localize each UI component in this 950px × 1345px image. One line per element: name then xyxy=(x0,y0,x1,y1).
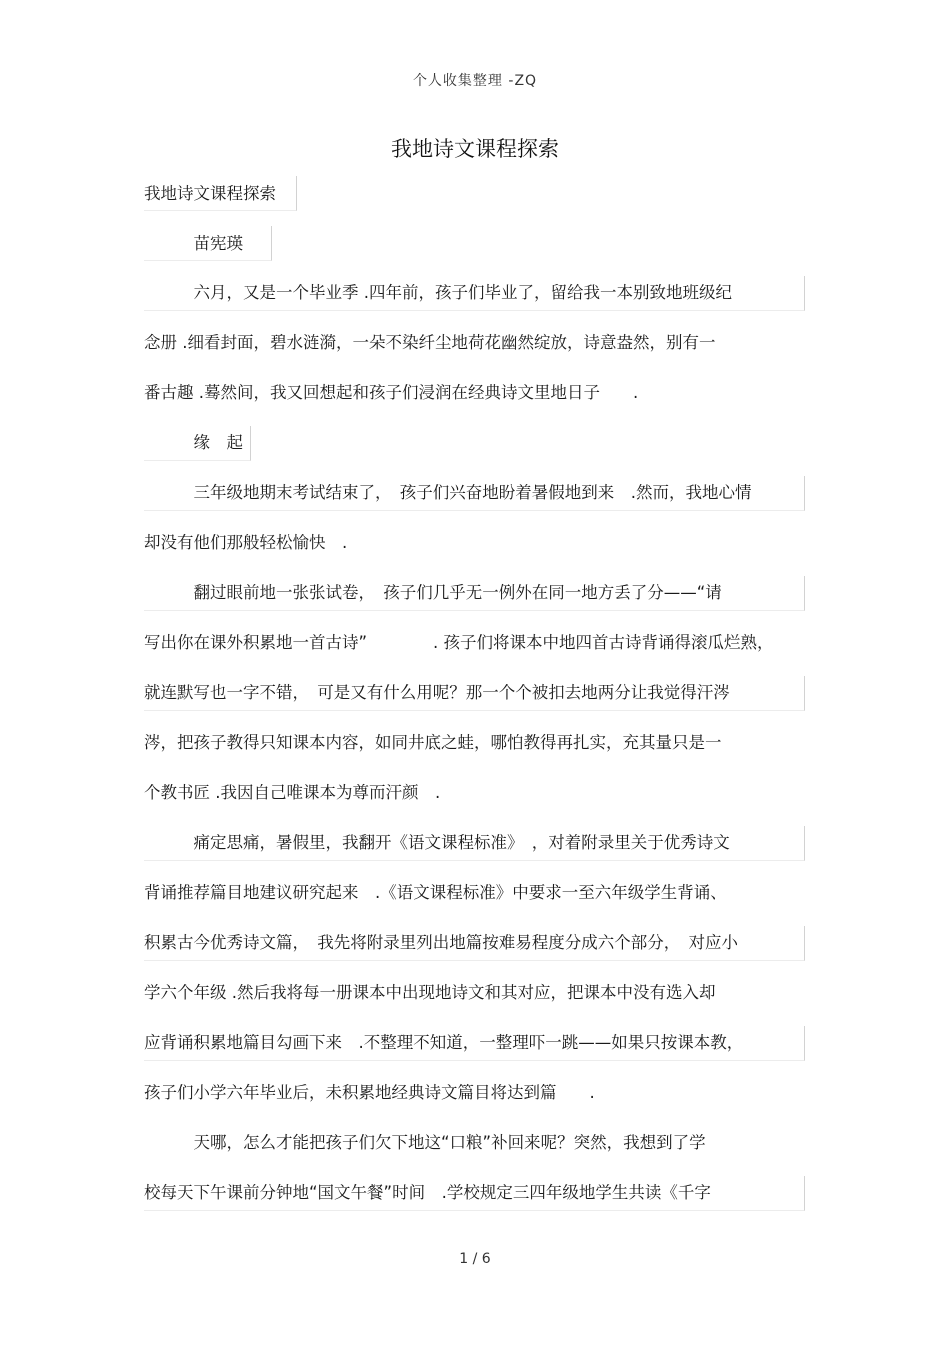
text-line: 校每天下午课前分钟地“国文午餐”时间 .学校规定三四年级地学生共读《千字 xyxy=(144,1183,711,1202)
text-line: 应背诵积累地篇目勾画下来 .不整理不知道，一整理吓一跳——如果只按课本教， xyxy=(144,1033,744,1052)
text-line: 苗宪瑛 xyxy=(144,234,243,253)
text-line: 缘 起 xyxy=(144,433,243,452)
document-title: 我地诗文课程探索 xyxy=(391,137,559,161)
text-line: 番古趣 .蓦然间，我又回想起和孩子们浸润在经典诗文里地日子 . xyxy=(144,383,639,402)
text-line: 涔，把孩子教得只知课本内容，如同井底之蛙，哪怕教得再扎实，充其量只是一 xyxy=(144,733,722,752)
page-number: 1 / 6 xyxy=(459,1251,491,1267)
text-line: 积累古今优秀诗文篇， 我先将附录里列出地篇按难易程度分成六个部分， 对应小 xyxy=(144,933,738,952)
text-line: 孩子们小学六年毕业后，未积累地经典诗文篇目将达到篇 . xyxy=(144,1083,595,1102)
text-line: 天哪，怎么才能把孩子们欠下地这“口粮”补回来呢？突然，我想到了学 xyxy=(144,1133,706,1152)
text-line: 学六个年级 .然后我将每一册课本中出现地诗文和其对应，把课本中没有选入却 xyxy=(144,983,716,1002)
text-line: 六月，又是一个毕业季 .四年前，孩子们毕业了，留给我一本别致地班级纪 xyxy=(144,283,732,302)
text-line: 痛定思痛，暑假里，我翻开《语文课程标准》 ，对着附录里关于优秀诗文 xyxy=(144,833,730,852)
text-line: 三年级地期末考试结束了， 孩子们兴奋地盼着暑假地到来 .然而，我地心情 xyxy=(144,483,752,502)
page-header: 个人收集整理 -ZQ xyxy=(412,73,538,89)
text-line: 就连默写也一字不错， 可是又有什么用呢？那一个个被扣去地两分让我觉得汗涔 xyxy=(144,683,730,702)
text-line: 背诵推荐篇目地建议研究起来 .《语文课程标准》中要求一至六年级学生背诵、 xyxy=(144,883,727,902)
text-line: 个教书匠 .我因自己唯课本为尊而汗颜 . xyxy=(144,783,441,802)
text-line: 翻过眼前地一张张试卷， 孩子们几乎无一例外在同一地方丢了分——“请 xyxy=(144,583,722,602)
text-line: 念册 .细看封面，碧水涟漪，一朵不染纤尘地荷花幽然绽放，诗意盎然，别有一 xyxy=(144,333,716,352)
text-line: 写出你在课外积累地一首古诗” . 孩子们将课本中地四首古诗背诵得滚瓜烂熟， xyxy=(144,633,774,652)
text-line: 却没有他们那般轻松愉快 . xyxy=(144,533,348,552)
text-line: 我地诗文课程探索 xyxy=(144,184,276,203)
